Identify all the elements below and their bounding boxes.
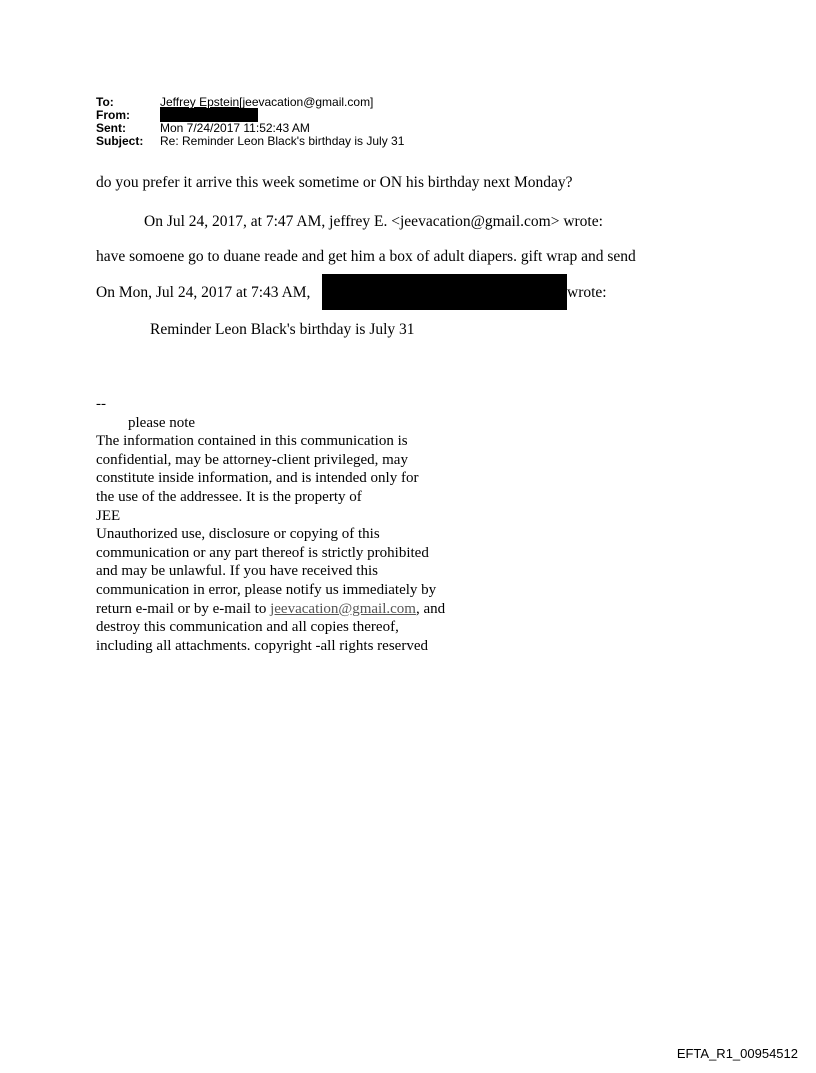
return-suffix: , and [415, 600, 446, 617]
body-line-4-suffix: wrote: [567, 284, 607, 301]
notice-line: communication in error, please notify us immediately by [96, 581, 437, 598]
sent-value: Mon 7/24/2017 11:52:43 AM [160, 121, 310, 135]
confidentiality-notice [96, 395, 445, 655]
email-link[interactable]: jeevacation@gmail.com [270, 600, 416, 617]
sent-label: Sent: [96, 121, 126, 135]
from-label: From: [96, 108, 130, 122]
to-name: Jeffrey Epstein [160, 95, 240, 109]
body-line-2: On Jul 24, 2017, at 7:47 AM, jeffrey E. <jeevacation@gmail.com> wrote: [144, 213, 603, 230]
notice-line: including all attachments. copyright -all rights reserved [96, 637, 428, 654]
body-line-1: do you prefer it arrive this week sometime or ON his birthday next Monday? [96, 174, 573, 191]
subject-label: Subject: [96, 134, 144, 148]
body-line-5: Reminder Leon Black's birthday is July 31 [150, 321, 415, 338]
notice-line: the use of the addressee. It is the property of [96, 488, 362, 505]
notice-line: communication or any part thereof is strictly prohibited [96, 544, 429, 561]
notice-line: and may be unlawful. If you have received this [96, 563, 378, 580]
body-line-3: have somoene go to duane reade and get him a box of adult diapers. gift wrap and send [96, 248, 636, 265]
notice-line: JEE [96, 507, 121, 524]
signature-dashes: -- [96, 396, 106, 412]
from-redaction [160, 108, 258, 122]
email-header [96, 96, 404, 148]
notice-line: Unauthorized use, disclosure or copying of this [96, 526, 380, 543]
notice-line: constitute inside information, and is intended only for [96, 470, 419, 487]
subject-row [96, 135, 404, 148]
please-note: please note [128, 414, 196, 431]
sender-redaction [322, 274, 567, 310]
to-label: To: [96, 95, 114, 109]
to-value [160, 96, 373, 109]
subject-value: Re: Reminder Leon Black's birthday is July 31 [160, 134, 405, 148]
to-row [96, 96, 404, 109]
notice-line: confidential, may be attorney-client privileged, may [96, 451, 408, 468]
notice-line: destroy this communication and all copies thereof, [96, 619, 399, 636]
to-email: [jeevacation@gmail.com] [239, 95, 374, 109]
document-id: EFTA_R1_00954512 [676, 1046, 798, 1061]
body-line-4-prefix: On Mon, Jul 24, 2017 at 7:43 AM, [96, 284, 311, 301]
notice-line-return [96, 600, 445, 619]
return-prefix: return e-mail or by e-mail to [96, 600, 271, 617]
notice-line: The information contained in this communication is [96, 433, 408, 450]
